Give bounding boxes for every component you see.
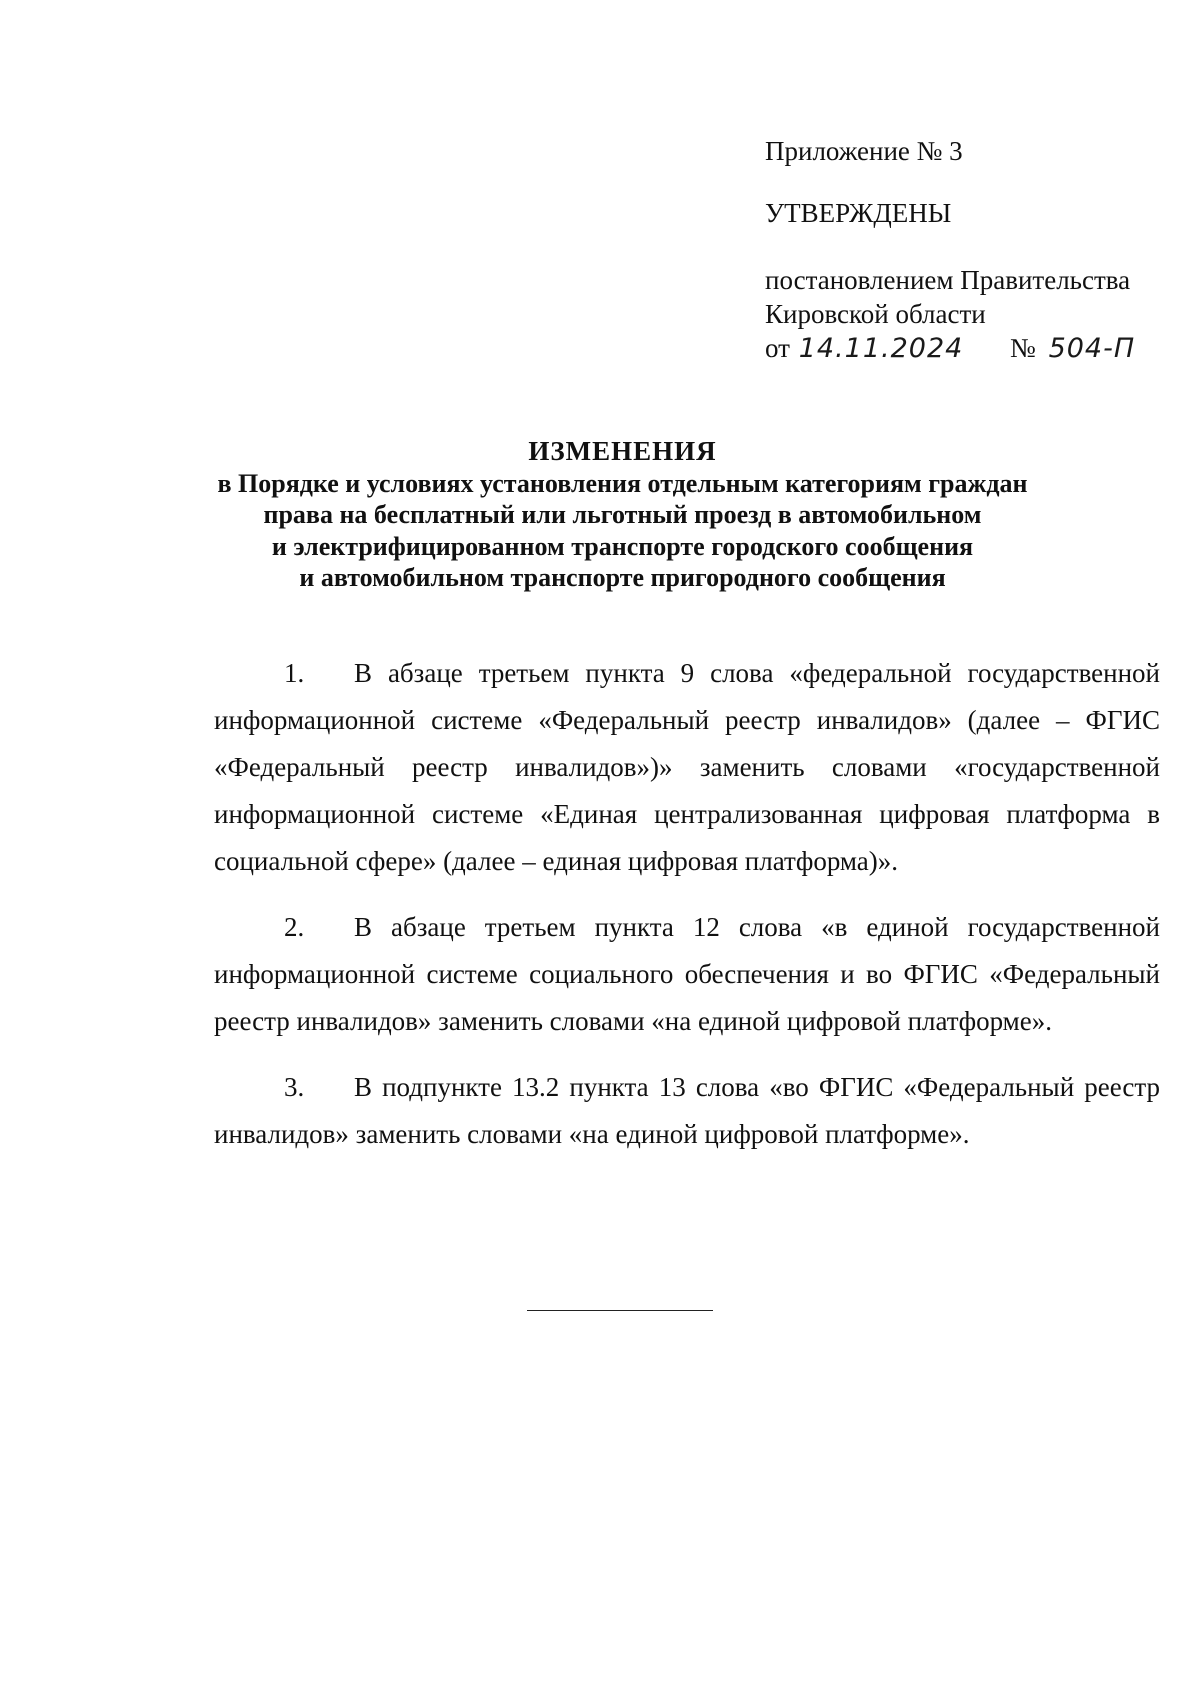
date-prefix: от: [765, 333, 790, 363]
resolution-reference: [765, 263, 1185, 366]
paragraph-1: [214, 650, 1160, 885]
appendix-number: Приложение № 3: [765, 136, 963, 166]
handwritten-number: 504-П: [1048, 333, 1136, 364]
paragraph-text: В подпункте 13.2 пункта 13 слова «во ФГИС «Федеральный реестр инвалидов» заменить словами «на единой цифровой платформе».: [214, 1072, 1160, 1149]
paragraph-text: В абзаце третьем пункта 12 слова «в единой государственной информационной системе социального обеспечения и во ФГИС «Федеральный реестр инвалидов» заменить словами «на единой цифровой платформе».: [214, 912, 1160, 1036]
paragraph-number: 1.: [284, 658, 305, 688]
number-sign: №: [1010, 333, 1036, 363]
resolution-line-1: постановлением Правительства: [765, 265, 1131, 295]
heading-line-3: и электрифицированном транспорте городского сообщения: [271, 531, 974, 561]
document-heading: [200, 436, 1045, 594]
document-body: [214, 650, 1160, 1177]
paragraph-number: 2.: [284, 912, 305, 942]
heading-title: ИЗМЕНЕНИЯ: [528, 436, 717, 466]
closing-separator: [527, 1310, 713, 1311]
heading-line-1: в Порядке и условиях установления отдельным категориям граждан: [217, 468, 1028, 498]
paragraph-2: [214, 904, 1160, 1045]
handwritten-date: 14.11.2024: [798, 333, 964, 364]
paragraph-text: В абзаце третьем пункта 9 слова «федеральной государственной информационной системе «Федеральный реестр инвалидов» (далее – ФГИС «Федеральный реестр инвалидов»)» заменить словами «государственной информационной системе «Единая централизованная цифровая платформа в социальной сфере» (далее – единая цифровая платформа)».: [214, 658, 1160, 876]
heading-line-4: и автомобильном транспорте пригородного сообщения: [299, 563, 946, 592]
approved-label: УТВЕРЖДЕНЫ: [765, 198, 952, 228]
resolution-date-line: [765, 331, 1185, 366]
heading-line-2: права на бесплатный или льготный проезд в автомобильном: [263, 500, 982, 529]
paragraph-number: 3.: [284, 1072, 305, 1102]
paragraph-3: [214, 1064, 1160, 1158]
approval-block: [765, 134, 1185, 366]
resolution-line-2: Кировской области: [765, 299, 986, 329]
